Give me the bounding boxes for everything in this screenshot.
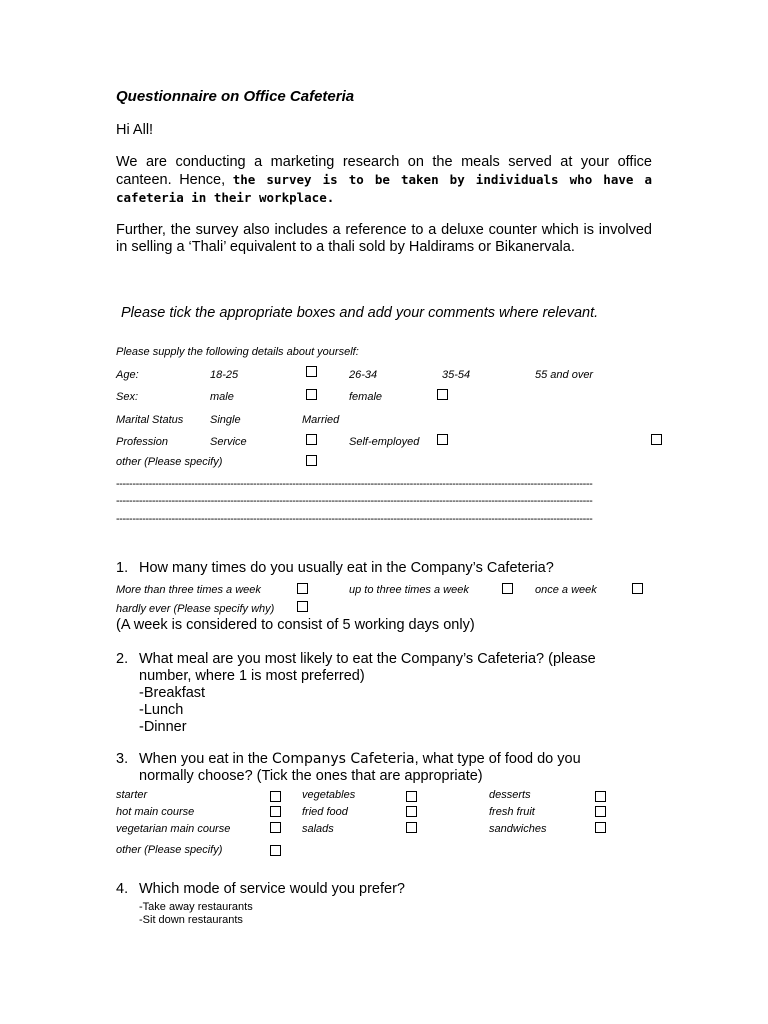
marital-option-married: Married xyxy=(302,414,340,426)
q3-option-fresh-fruit: fresh fruit xyxy=(489,806,535,818)
dashed-line-3: -------------------------------------------------------------------------------------------------------------------------------------------------- xyxy=(116,513,593,525)
q1-text: How many times do you usually eat in the Company’s Cafeteria? xyxy=(139,560,554,576)
profession-option-service: Service xyxy=(210,436,247,448)
q4-text: Which mode of service would you prefer? xyxy=(139,881,405,897)
q3-option-starter: starter xyxy=(116,789,148,801)
q3-option-vegetarian-main-course: vegetarian main course xyxy=(116,823,231,835)
other-specify-checkbox[interactable] xyxy=(306,455,317,466)
age-option-35-54: 35-54 xyxy=(442,369,471,381)
q3-text-line-1 xyxy=(139,751,581,767)
q3-number: 3. xyxy=(116,751,129,767)
q3-vegetables-checkbox[interactable] xyxy=(406,791,417,802)
q2-item-breakfast: -Breakfast xyxy=(139,685,206,701)
q1-option-more-than-three: More than three times a week xyxy=(116,584,261,596)
sex-label: Sex: xyxy=(116,391,139,403)
greeting: Hi All! xyxy=(116,122,154,138)
female-checkbox[interactable] xyxy=(437,389,448,400)
q3-salads-checkbox[interactable] xyxy=(406,822,417,833)
other-specify-label: other (Please specify) xyxy=(116,456,223,468)
q1-more-than-three-checkbox[interactable] xyxy=(297,583,308,594)
document-title: Questionnaire on Office Cafeteria xyxy=(116,88,355,105)
q2-item-dinner: -Dinner xyxy=(139,719,187,735)
age-option-55-over: 55 and over xyxy=(535,369,594,381)
q3-desserts-checkbox[interactable] xyxy=(595,791,606,802)
intro-bold-text: the survey is to be taken by individuals who have a cafeteria in their workplace. xyxy=(116,172,652,205)
q3-option-desserts: desserts xyxy=(489,789,531,801)
q3-text-line-2: normally choose? (Tick the ones that are appropriate) xyxy=(139,768,483,784)
age-checkbox[interactable] xyxy=(306,366,317,377)
q1-option-up-to-three: up to three times a week xyxy=(349,584,469,596)
marital-status-label: Marital Status xyxy=(116,414,184,426)
q3-option-fried-food: fried food xyxy=(302,806,348,818)
q1-once-a-week-checkbox[interactable] xyxy=(632,583,643,594)
q1-option-once-a-week: once a week xyxy=(535,584,597,596)
q4-item-sit-down: -Sit down restaurants xyxy=(139,914,243,926)
q1-up-to-three-checkbox[interactable] xyxy=(502,583,513,594)
q1-hardly-ever-checkbox[interactable] xyxy=(297,601,308,612)
intro-text: We are conducting a marketing research on the meals served at your office canteen. Hence, xyxy=(116,154,652,188)
self-employed-checkbox[interactable] xyxy=(437,434,448,445)
q2-text-line-2: number, where 1 is most preferred) xyxy=(139,668,365,684)
q3-fried-food-checkbox[interactable] xyxy=(406,806,417,817)
dashed-line-2: -------------------------------------------------------------------------------------------------------------------------------------------------- xyxy=(116,495,593,507)
q1-option-hardly-ever: hardly ever (Please specify why) xyxy=(116,603,275,615)
intro-paragraph-1 xyxy=(116,154,652,207)
q3-text-c: , what type of food do you xyxy=(414,751,581,767)
q3-option-sandwiches: sandwiches xyxy=(489,823,547,835)
q3-option-salads: salads xyxy=(302,823,334,835)
q3-option-hot-main-course: hot main course xyxy=(116,806,195,818)
marital-option-single: Single xyxy=(210,414,241,426)
q3-text-cafeteria: Companys Cafeteria xyxy=(272,751,415,767)
q3-option-vegetables: vegetables xyxy=(302,789,356,801)
q1-note: (A week is considered to consist of 5 working days only) xyxy=(116,617,475,633)
q3-option-other: other (Please specify) xyxy=(116,844,223,856)
q2-number: 2. xyxy=(116,651,129,667)
dashed-line-1: -------------------------------------------------------------------------------------------------------------------------------------------------- xyxy=(116,478,593,490)
q2-text-line-1: What meal are you most likely to eat the Company’s Cafeteria? (please xyxy=(139,651,596,667)
q3-vegetarian-main-course-checkbox[interactable] xyxy=(270,822,281,833)
q3-fresh-fruit-checkbox[interactable] xyxy=(595,806,606,817)
q4-number: 4. xyxy=(116,881,129,897)
profession-label: Profession xyxy=(116,436,168,448)
profession-option-self-employed: Self-employed xyxy=(349,436,420,448)
details-heading: Please supply the following details about yourself: xyxy=(116,346,359,358)
q3-sandwiches-checkbox[interactable] xyxy=(595,822,606,833)
q3-other-checkbox[interactable] xyxy=(270,845,281,856)
q2-item-lunch: -Lunch xyxy=(139,702,184,718)
age-option-18-25: 18-25 xyxy=(210,369,239,381)
service-checkbox[interactable] xyxy=(306,434,317,445)
q1-number: 1. xyxy=(116,560,129,576)
sex-option-male: male xyxy=(210,391,234,403)
age-label: Age: xyxy=(116,369,139,381)
profession-extra-checkbox[interactable] xyxy=(651,434,662,445)
instruction-text: Please tick the appropriate boxes and add your comments where relevant. xyxy=(121,305,599,321)
q3-starter-checkbox[interactable] xyxy=(270,791,281,802)
age-option-26-34: 26-34 xyxy=(349,369,378,381)
intro-paragraph-2: Further, the survey also includes a reference to a deluxe counter which is involved in selling a ‘Thali’ equivalent to a thali sold by Haldirams or Bikanervala. xyxy=(116,222,652,255)
sex-option-female: female xyxy=(349,391,383,403)
male-checkbox[interactable] xyxy=(306,389,317,400)
q3-text-a: When you eat in the xyxy=(139,751,272,767)
q4-item-take-away: -Take away restaurants xyxy=(139,901,253,913)
q3-hot-main-course-checkbox[interactable] xyxy=(270,806,281,817)
